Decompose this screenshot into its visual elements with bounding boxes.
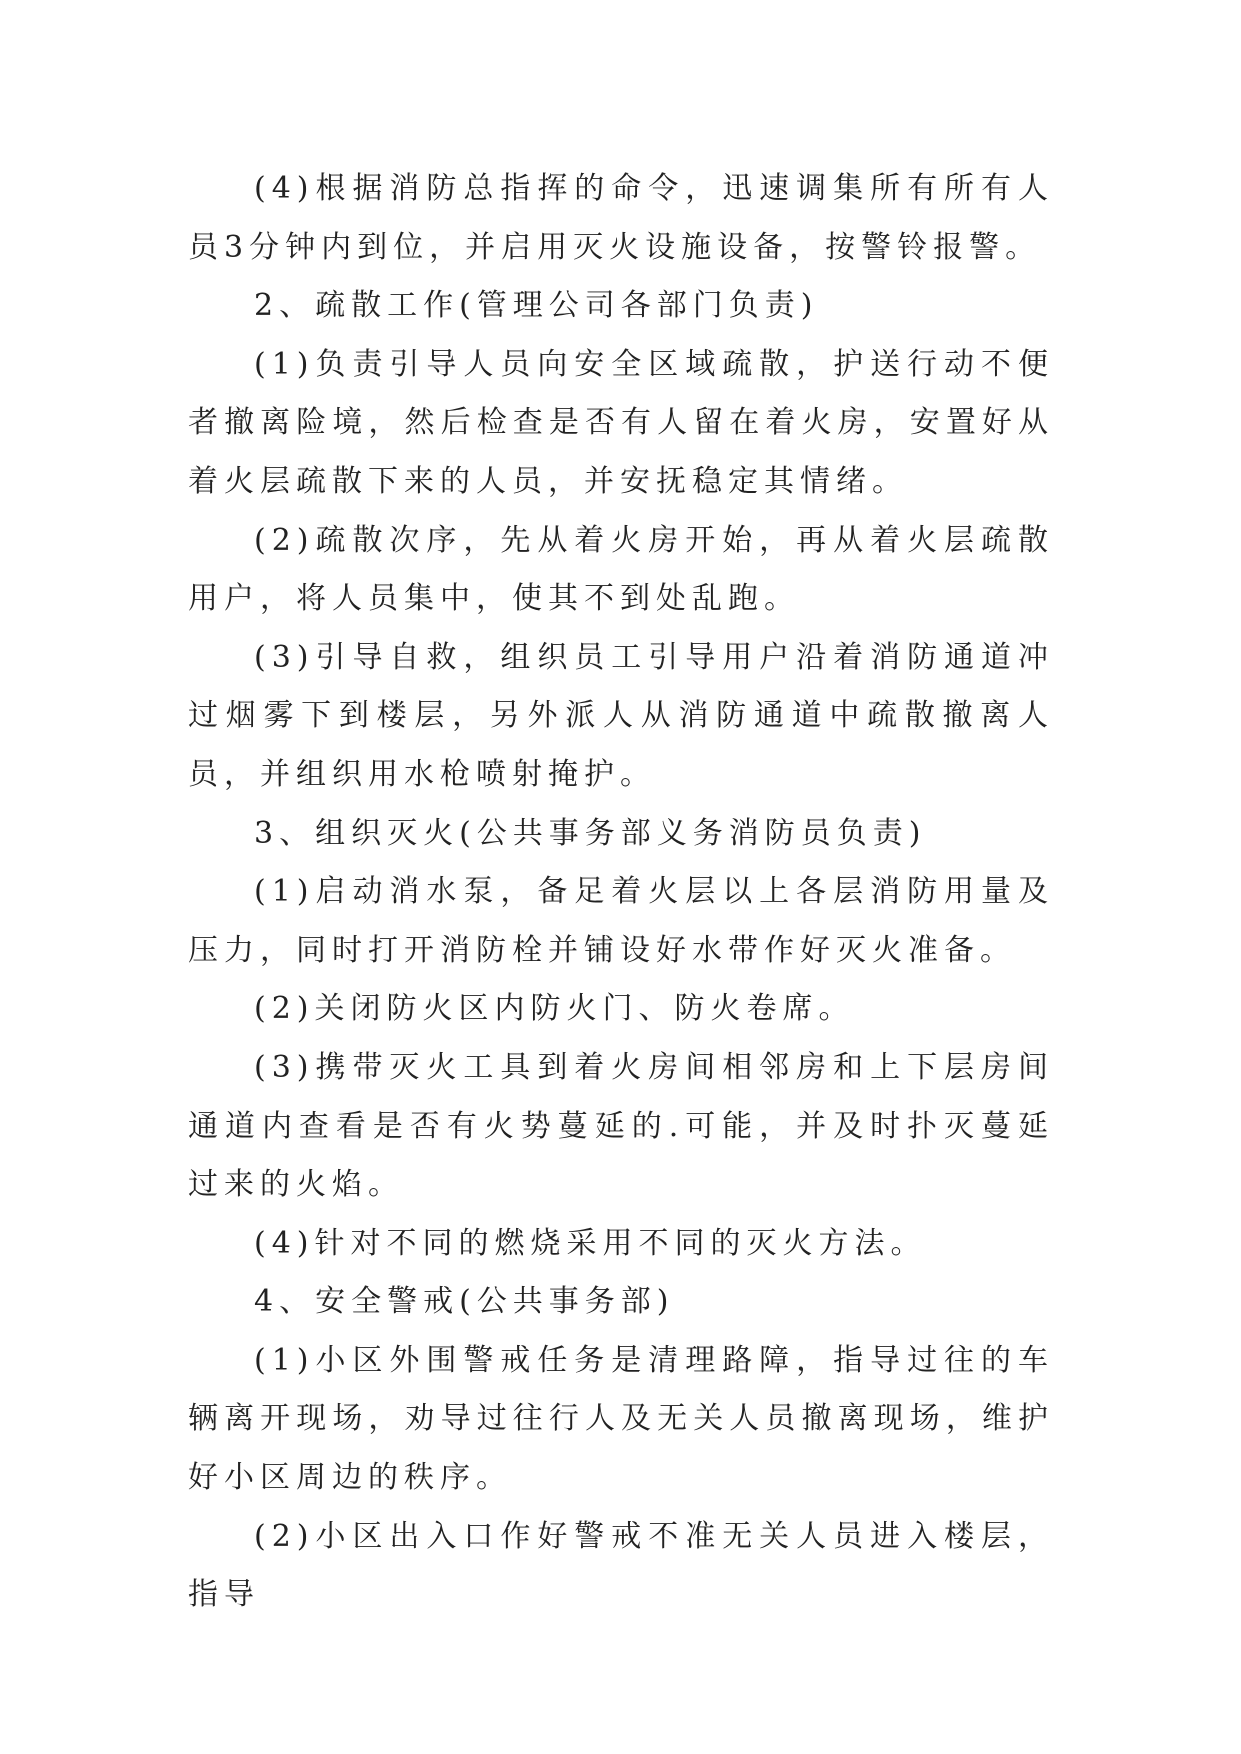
paragraph-methods: (4)针对不同的燃烧采用不同的灭火方法。 [254,1225,927,1261]
heading-security: 4、安全警戒(公共事务部) [254,1284,675,1320]
paragraph-perimeter: (1)小区外围警戒任务是清理路障，指导过往的车辆离开现场，劝导过往行人及无关人员撤离现场，维护好小区周边的秩序。 [188,1342,1054,1496]
paragraph-start-pump: (1)启动消水泵，备足着火层以上各层消防用量及压力，同时打开消防栓并铺设好水带作好灭火准备。 [188,874,1054,968]
paragraph-close-doors: (2)关闭防火区内防火门、防火卷席。 [254,991,855,1027]
paragraph-evacuation-guide: (1)负责引导人员向安全区域疏散，护送行动不便者撤离险境，然后检查是否有人留在着火房，安置好从着火层疏散下来的人员，并安抚稳定其情绪。 [188,346,1054,499]
heading-firefighting: 3、组织灭火(公共事务部义务消防员负责) [254,815,927,851]
paragraph-self-rescue: (3)引导自救，组织员工引导用户沿着消防通道冲过烟雾下到楼层，另外派人从消防通道中疏散撤离人员，并组织用水枪喷射掩护。 [188,639,1054,792]
paragraph-check-spread: (3)携带灭火工具到着火房间相邻房和上下层房间通道内查看是否有火势蔓延的.可能，并及时扑灭蔓延过来的火焰。 [188,1049,1054,1203]
heading-evacuation: 2、疏散工作(管理公司各部门负责) [254,288,819,324]
paragraph-fire-command: (4)根据消防总指挥的命令，迅速调集所有所有人员3分钟内到位，并启用灭火设施设备，按警铃报警。 [188,171,1054,265]
paragraph-evacuation-order: (2)疏散次序，先从着火房开始，再从着火层疏散用户，将人员集中，使其不到处乱跑。 [188,522,1054,617]
paragraph-entrance: (2)小区出入口作好警戒不准无关人员进入楼层，指导 [188,1518,1054,1613]
document-page [188,160,1054,1625]
